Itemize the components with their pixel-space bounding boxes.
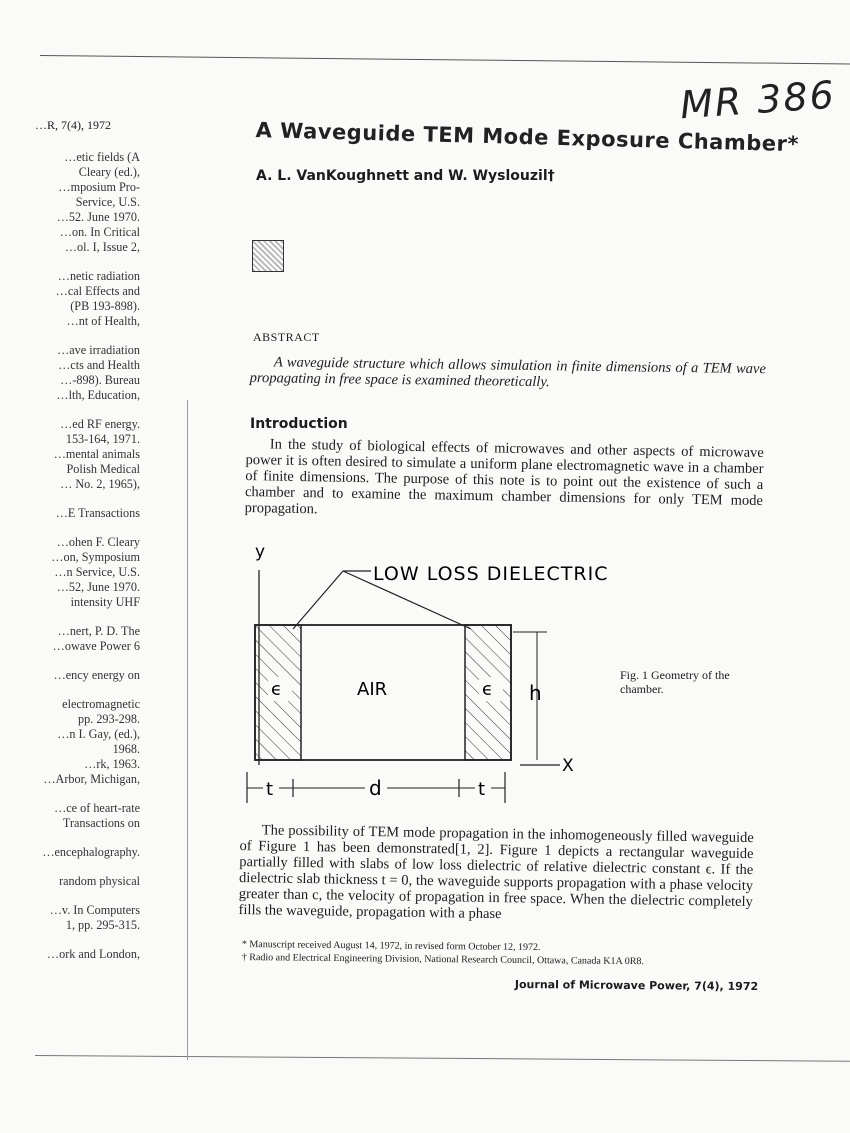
reference-line: …-898). Bureau bbox=[60, 373, 140, 387]
footnotes bbox=[242, 938, 762, 969]
reference-line: Polish Medical bbox=[66, 462, 140, 476]
abstract-heading: ABSTRACT bbox=[253, 330, 320, 344]
footnote-1: * Manuscript received August 14, 1972, in revised form October 12, 1972. bbox=[241, 938, 541, 954]
reference-line: …v. In Computers bbox=[49, 903, 140, 917]
reference-line: …on, Symposium bbox=[51, 550, 140, 564]
left-column-header: …R, 7(4), 1972 bbox=[35, 118, 111, 132]
reference-line: …ohen F. Cleary bbox=[56, 535, 140, 549]
reference-line: …ol. I, Issue 2, bbox=[64, 240, 140, 254]
intro-text: In the study of biological effects of microwaves and other aspects of microwave power it is often desired to simulate a uniform plane electromagnetic wave in a chamber of finite dimensions. The purpose of this note is to point out the existence of such a chamber and to examine the maximum chamber dimensions for only TEM mode propagation. bbox=[244, 436, 764, 518]
h-label: h bbox=[529, 681, 542, 705]
reference-line: …52. June 1970. bbox=[56, 210, 140, 224]
reference-fragment bbox=[22, 697, 140, 787]
reference-line: …lth, Education, bbox=[56, 388, 140, 402]
journal-citation: Journal of Microwave Power, 7(4), 1972 bbox=[514, 978, 759, 994]
reference-line: Cleary (ed.), bbox=[78, 165, 140, 179]
bottom-rule bbox=[35, 1055, 850, 1062]
paper-title: A Waveguide TEM Mode Exposure Chamber* bbox=[255, 118, 800, 157]
reference-line: pp. 293-298. bbox=[78, 712, 140, 726]
reference-fragment bbox=[22, 343, 140, 403]
reference-line: …on. In Critical bbox=[59, 225, 140, 239]
y-axis-label: y bbox=[255, 542, 266, 562]
reference-fragment bbox=[22, 947, 140, 962]
air-label: AIR bbox=[357, 679, 388, 700]
reference-line: …n Service, U.S. bbox=[54, 565, 140, 579]
reference-line: Transactions on bbox=[62, 816, 140, 830]
reference-fragment bbox=[22, 506, 140, 521]
reference-line: …52, June 1970. bbox=[56, 580, 140, 594]
top-rule bbox=[40, 55, 850, 64]
handwritten-id: MR 386 bbox=[678, 72, 838, 128]
body-text: The possibility of TEM mode propagation in the inhomogeneously filled waveguide of Figure 1 has been demonstrated[1, 2]. Figure 1 depicts a rectangular waveguide partially filled with slabs of low loss dielectric of relative dielectric constant ϵ. If the dielectric slab thickness t = 0, the waveguide supports propagation with a phase velocity greater than c, the velocity of propagation in free space. When the dielectric completely fills the waveguide, propagation with a phase bbox=[238, 822, 754, 923]
reference-line: 1968. bbox=[112, 742, 140, 756]
t-label-right: t bbox=[478, 779, 486, 800]
reference-line: (PB 193-898). bbox=[70, 299, 140, 313]
t-label-left: t bbox=[266, 779, 274, 800]
reference-line: …n I. Gay, (ed.), bbox=[57, 727, 140, 741]
reference-line: …ave irradiation bbox=[57, 343, 140, 357]
reference-line: 153-164, 1971. bbox=[65, 432, 140, 446]
reference-line: …ork and London, bbox=[46, 947, 140, 961]
reference-fragment bbox=[22, 874, 140, 889]
reference-line: random physical bbox=[59, 874, 140, 888]
reference-line: …mposium Pro- bbox=[58, 180, 140, 194]
reference-line: 1, pp. 295-315. bbox=[65, 918, 140, 932]
epsilon-left: ϵ bbox=[271, 679, 283, 700]
intro-heading: Introduction bbox=[250, 416, 348, 432]
chamber-diagram bbox=[235, 535, 615, 815]
reference-line: Service, U.S. bbox=[75, 195, 140, 209]
logo-stamp bbox=[252, 240, 284, 272]
reference-line: …nt of Health, bbox=[66, 314, 140, 328]
abstract-text: A waveguide structure which allows simulation in finite dimensions of a TEM wave propagating in free space is examined theoretically. bbox=[249, 354, 766, 391]
reference-line: …owave Power 6 bbox=[52, 639, 140, 653]
reference-line: …ed RF energy. bbox=[60, 417, 140, 431]
reference-fragment bbox=[22, 903, 140, 933]
reference-fragment bbox=[22, 535, 140, 610]
reference-fragment bbox=[22, 417, 140, 492]
reference-fragment bbox=[22, 845, 140, 860]
reference-line: …rk, 1963. bbox=[84, 757, 140, 771]
d-label: d bbox=[369, 776, 382, 800]
reference-line: …cal Effects and bbox=[55, 284, 140, 298]
reference-line: …etic fields (A bbox=[64, 150, 140, 164]
reference-fragment bbox=[22, 269, 140, 329]
reference-line: …ce of heart-rate bbox=[54, 801, 140, 815]
x-axis-label: X bbox=[562, 756, 574, 776]
reference-line: …cts and Health bbox=[58, 358, 140, 372]
dielectric-label: LOW LOSS DIELECTRIC bbox=[373, 563, 609, 585]
reference-line: intensity UHF bbox=[70, 595, 140, 609]
reference-fragment bbox=[22, 150, 140, 255]
reference-fragment bbox=[22, 624, 140, 654]
reference-fragment bbox=[22, 801, 140, 831]
footnote-2: † Radio and Electrical Engineering Division, National Research Council, Ottawa, Canada K1A 0R8. bbox=[241, 951, 644, 968]
reference-line: …Arbor, Michigan, bbox=[43, 772, 140, 786]
reference-line: …nert, P. D. The bbox=[57, 624, 140, 638]
leader-left bbox=[293, 571, 343, 629]
reference-line: …encephalography. bbox=[42, 845, 140, 859]
reference-line: …mental animals bbox=[53, 447, 140, 461]
reference-line: …E Transactions bbox=[55, 506, 140, 520]
left-column bbox=[22, 150, 140, 976]
reference-line: …ency energy on bbox=[53, 668, 140, 682]
reference-line: …netic radiation bbox=[57, 269, 140, 283]
authors: A. L. VanKoughnett and W. Wyslouzil† bbox=[256, 168, 555, 184]
epsilon-right: ϵ bbox=[482, 679, 494, 700]
reference-line: electromagnetic bbox=[62, 697, 140, 711]
figure-caption: Fig. 1 Geometry of the chamber. bbox=[620, 668, 730, 696]
binding-line bbox=[187, 400, 188, 1060]
reference-line: … No. 2, 1965), bbox=[60, 477, 140, 491]
reference-fragment bbox=[22, 668, 140, 683]
